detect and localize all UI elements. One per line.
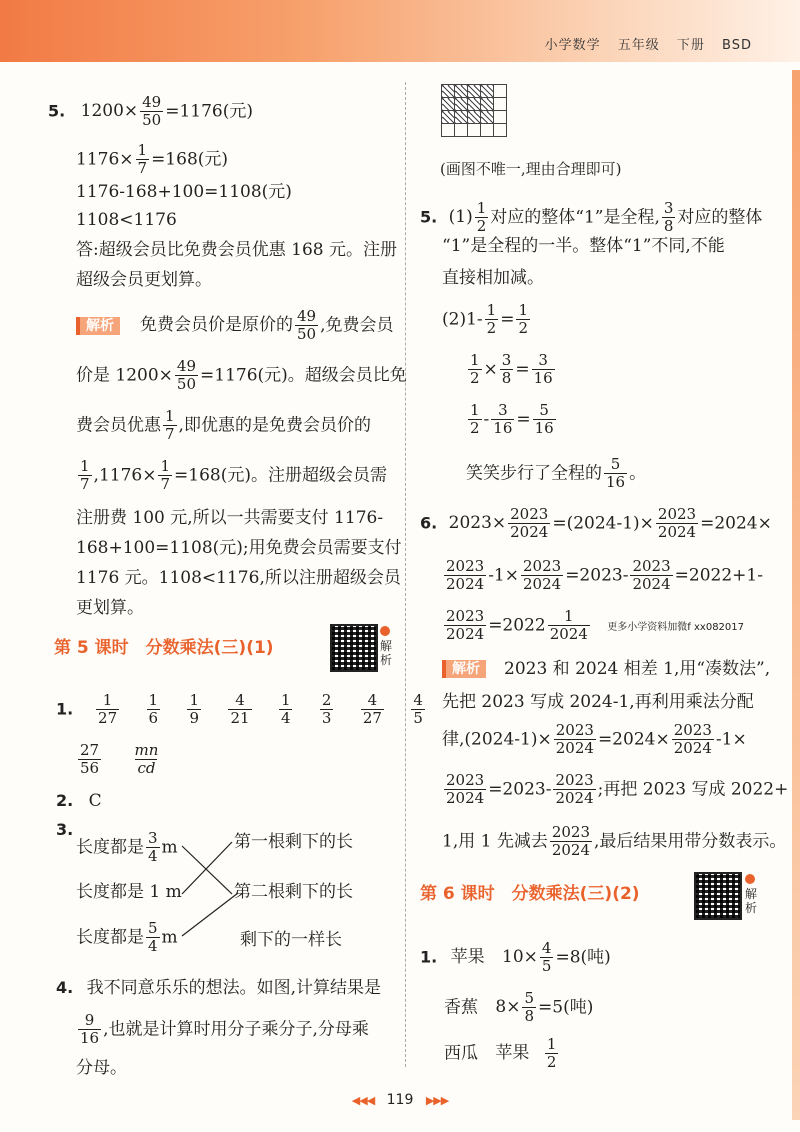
analysis1-row5: 注册费 100 元,所以一共需要支付 1176- xyxy=(76,508,384,528)
question-number: 1. xyxy=(420,947,438,967)
fraction: $\frac{1}{7}$ xyxy=(165,407,175,444)
prev-arrows-icon: ◀◀◀ xyxy=(351,1094,375,1107)
fraction: $\frac{3}{16}$ xyxy=(533,351,553,388)
question-number: 2. xyxy=(56,791,74,810)
analysis-text: ,即优惠的是免费会员价的 xyxy=(178,415,371,436)
q3-left-2: 长度都是 1 m xyxy=(76,882,182,902)
fraction: $\frac{2023}{2024}$ xyxy=(446,771,485,808)
expr-text: =1176(元) xyxy=(165,101,254,122)
analysis-text: =168(元)。注册超级会员需 xyxy=(174,465,387,486)
analysis-text: ,1176× xyxy=(93,465,157,486)
fraction: $\frac{2}{3}$ xyxy=(321,691,332,728)
right-q1-banana: 香蕉 8× $\frac{5}{8}$ =5(吨) xyxy=(444,989,594,1026)
fraction: $\frac{2023}{2024}$ xyxy=(657,505,697,542)
fraction: $\frac{1}{2}$ xyxy=(476,199,487,236)
left-q5-answer2: 超级会员更划算。 xyxy=(76,270,212,290)
fraction: $\frac{2023}{2024}$ xyxy=(446,607,485,644)
fraction: $\frac{4}{5}$ xyxy=(541,939,552,976)
fraction: $\frac{2023}{2024}$ xyxy=(555,721,594,758)
analysis2-row3: 律,(2024-1)× $\frac{2023}{2024}$ =2024× $\frac{2023}{2024}$ -1× xyxy=(442,721,747,758)
fraction: $\frac{mn}{cd}$ xyxy=(134,741,159,778)
right-q5-s4: 笑笑步行了全程的 $\frac{5}{16}$ 。 xyxy=(466,455,647,492)
page-footer xyxy=(0,1092,800,1108)
grid-note: (画图不唯一,理由合理即可) xyxy=(440,160,622,178)
fraction: $\frac{5}{4}$ xyxy=(148,919,158,956)
left-q5-line4: 1108<1176 xyxy=(76,210,177,230)
fraction: $\frac{1}{6}$ xyxy=(148,691,159,728)
fraction: $\frac{1}{2}$ xyxy=(518,301,528,338)
expr-text: =168(元) xyxy=(151,149,229,170)
q3-right-3: 剩下的一样长 xyxy=(240,930,342,950)
lesson6-title: 第 6 课时 分数乘法(三)(2) xyxy=(420,884,640,904)
q3-right-1: 第一根剩下的长 xyxy=(234,832,353,852)
expr-text: 1176× xyxy=(76,149,134,170)
qr-label: 解析 xyxy=(380,639,393,667)
q3-right-2: 第二根剩下的长 xyxy=(234,882,353,902)
analysis2-row4: $\frac{2023}{2024}$ =2023- $\frac{2023}{2024}$ ;再把 2023 写成 2022+ xyxy=(446,771,789,808)
left-q4-line1 xyxy=(56,980,381,997)
right-q5-s3: $\frac{1}{2}$ - $\frac{3}{16}$ = $\frac{5}{16}$ xyxy=(470,401,554,438)
fraction: $\frac{49}{50}$ xyxy=(142,93,162,130)
fraction: $\frac{2023}{2024}$ xyxy=(632,557,671,594)
fraction: $\frac{2023}{2024}$ xyxy=(523,557,562,594)
fraction: $\frac{1}{7}$ xyxy=(80,457,90,494)
play-icon xyxy=(745,874,755,884)
fraction: $\frac{5}{16}$ xyxy=(534,401,554,438)
right-q5-s1: (2)1- $\frac{1}{2}$ = $\frac{1}{2}$ xyxy=(442,301,528,338)
fraction: $\frac{3}{16}$ xyxy=(493,401,513,438)
fraction: $\frac{1}{2024}$ xyxy=(549,607,588,644)
expr-text: 1200× xyxy=(80,101,139,122)
promo-text: 更多小学资料加微f xx082017 xyxy=(607,622,745,634)
fraction: $\frac{4}{5}$ xyxy=(413,691,423,728)
fraction: $\frac{1}{9}$ xyxy=(189,691,200,728)
right-q6-row3: $\frac{2023}{2024}$ =2022 $\frac{1}{2024}$ 更多小学资料加微f xx082017 xyxy=(446,607,745,644)
fraction: $\frac{9}{16}$ xyxy=(80,1011,100,1048)
fraction: $\frac{2023}{2024}$ xyxy=(555,771,594,808)
question-number: 4. xyxy=(56,978,74,997)
fraction: $\frac{1}{2}$ xyxy=(546,1035,557,1072)
fraction: $\frac{5}{16}$ xyxy=(606,455,626,492)
fraction: $\frac{3}{8}$ xyxy=(663,199,674,236)
fraction: $\frac{49}{50}$ xyxy=(176,357,197,394)
right-q5-p2: “1”是全程的一半。整体“1”不同,不能 xyxy=(442,236,725,256)
question-number: 6. xyxy=(420,513,438,533)
fraction: $\frac{3}{8}$ xyxy=(501,351,512,388)
right-q5-p1: 5. (1) $\frac{1}{2}$ 对应的整体“1”是全程, $\frac{3}{8}$ 对应的整体 xyxy=(420,199,763,236)
grid-drawing xyxy=(441,84,507,137)
qr-label: 解析 xyxy=(745,887,758,915)
right-q6-row2: $\frac{2023}{2024}$ -1× $\frac{2023}{2024}$ =2023- $\frac{2023}{2024}$ =2022+1- xyxy=(446,557,763,594)
analysis-text: =1176(元)。超级会员比免 xyxy=(200,365,407,386)
fraction: $\frac{2023}{2024}$ xyxy=(510,505,549,542)
fraction: $\frac{1}{4}$ xyxy=(280,691,291,728)
analysis-tag: 解析 xyxy=(76,317,120,335)
analysis-tag: 解析 xyxy=(442,660,486,678)
left-q4-line3: 分母。 xyxy=(76,1058,127,1078)
analysis2-row5: 1,用 1 先减去 $\frac{2023}{2024}$ ,最后结果用带分数表示。 xyxy=(442,823,787,860)
left-q5-line3: 1176-168+100=1108(元) xyxy=(76,182,292,202)
analysis-text: 免费会员价是原价的 xyxy=(140,315,293,336)
fraction: $\frac{3}{4}$ xyxy=(148,829,158,866)
analysis2-row1: 解析 2023 和 2024 相差 1,用“凑数法”, xyxy=(442,660,770,678)
left-q4-line2 xyxy=(76,1012,369,1048)
q4-text: 我不同意乐乐的想法。如图,计算结果是 xyxy=(86,978,382,998)
left-q3-number: 3. xyxy=(56,820,74,839)
fraction: $\frac{1}{7}$ xyxy=(160,457,171,494)
analysis-text: ,免费会员 xyxy=(320,315,394,336)
fraction: $\frac{1}{27}$ xyxy=(98,691,118,728)
right-q5-p3: 直接相加减。 xyxy=(442,268,544,288)
header-volume: 下册 xyxy=(676,38,705,53)
analysis-text: 价是 1200× xyxy=(76,365,173,386)
right-q1-watermelon: 西瓜 苹果 $\frac{1}{2}$ xyxy=(444,1035,557,1072)
right-q6-row1: 6. 2023× $\frac{2023}{2024}$ =(2024-1)× $\frac{2023}{2024}$ =2024× xyxy=(420,505,772,542)
fraction: $\frac{49}{50}$ xyxy=(297,307,317,344)
next-arrows-icon: ▶▶▶ xyxy=(425,1094,449,1107)
question-number: 5. xyxy=(420,207,438,227)
fraction: $\frac{4}{21}$ xyxy=(230,691,250,728)
right-q5-s2: $\frac{1}{2}$ × $\frac{3}{8}$ = $\frac{3}{16}$ xyxy=(470,351,553,388)
q4-text: ,也就是计算时用分子乘分子,分母乘 xyxy=(103,1019,369,1040)
q3-left-1: 长度都是 $\frac{3}{4}$ m xyxy=(76,829,178,866)
fraction: $\frac{5}{8}$ xyxy=(524,989,535,1026)
page-number: 119 xyxy=(386,1092,414,1108)
fraction: $\frac{1}{2}$ xyxy=(470,401,480,438)
header-edition: BSD xyxy=(722,38,752,53)
q2-answer: C xyxy=(88,791,102,811)
analysis2-row2: 先把 2023 写成 2024-1,再利用乘法分配 xyxy=(442,692,754,712)
fraction: $\frac{1}{7}$ xyxy=(137,141,148,178)
fraction: $\frac{1}{2}$ xyxy=(470,351,480,388)
q3-left-3: 长度都是 $\frac{5}{4}$ m xyxy=(76,919,178,956)
fraction: $\frac{27}{56}$ xyxy=(80,741,100,778)
analysis1-row7: 1176 元。1108<1176,所以注册超级会员 xyxy=(76,568,401,588)
qr-code-icon[interactable] xyxy=(694,872,742,920)
question-number: 5. xyxy=(48,101,66,121)
question-number: 1. xyxy=(56,699,74,719)
header-grade: 五年级 xyxy=(617,38,660,53)
right-q1-apple: 1. 苹果 10× $\frac{4}{5}$ =8(吨) xyxy=(420,939,611,976)
lesson5-title: 第 5 课时 分数乘法(三)(1) xyxy=(54,638,274,658)
match-line-3 xyxy=(182,893,238,936)
fraction: $\frac{2023}{2024}$ xyxy=(446,557,485,594)
analysis1-row8: 更划算。 xyxy=(76,598,144,618)
analysis1-row6: 168+100=1108(元);用免费会员需要支付 xyxy=(76,538,402,558)
analysis-text: 费会员优惠 xyxy=(76,415,161,436)
fraction: $\frac{2023}{2024}$ xyxy=(551,823,591,860)
fraction: $\frac{1}{2}$ xyxy=(486,301,497,338)
fraction: $\frac{4}{27}$ xyxy=(362,691,382,728)
left-q5-answer1: 答:超级会员比免费会员优惠 168 元。注册 xyxy=(76,240,397,260)
fraction: $\frac{2023}{2024}$ xyxy=(673,721,712,758)
header-subject: 小学数学 xyxy=(544,38,601,53)
